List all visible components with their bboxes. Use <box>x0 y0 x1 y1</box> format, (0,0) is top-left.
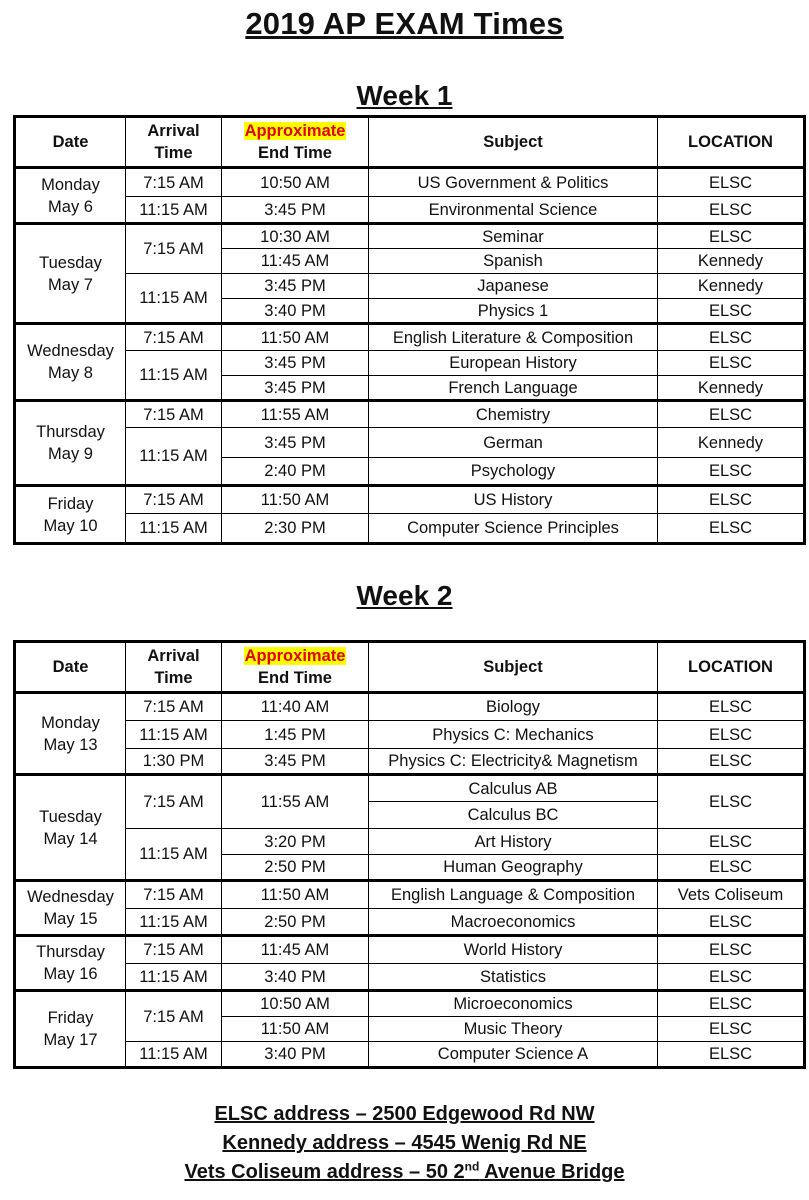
arrival-cell: 11:15 AM <box>126 829 222 881</box>
col-header-end-time: Approximate End Time <box>222 642 369 693</box>
arrival-cell: 11:15 AM <box>126 514 222 544</box>
table-row <box>15 749 805 775</box>
table-row <box>15 224 805 249</box>
day-group-thursday <box>15 936 805 991</box>
end-time-cell: 2:50 PM <box>222 855 369 881</box>
week-2-title: Week 2 <box>356 580 453 611</box>
location-cell: ELSC <box>658 721 805 749</box>
end-time-cell: 3:45 PM <box>222 197 369 224</box>
subject-cell: Psychology <box>369 458 658 486</box>
table-row <box>15 881 805 909</box>
subject-cell: Calculus AB <box>369 775 658 802</box>
arrival-cell: 7:15 AM <box>126 401 222 428</box>
table-header-row <box>15 117 805 168</box>
location-cell: ELSC <box>658 855 805 881</box>
day-group-tuesday <box>15 775 805 881</box>
arrival-cell: 7:15 AM <box>126 775 222 829</box>
table-row <box>15 197 805 224</box>
week-2-table <box>13 640 806 1069</box>
location-cell: Kennedy <box>658 249 805 274</box>
arrival-cell: 11:15 AM <box>126 197 222 224</box>
arrival-cell: 7:15 AM <box>126 324 222 351</box>
location-cell: ELSC <box>658 936 805 964</box>
day-group-monday <box>15 693 805 775</box>
col-header-subject: Subject <box>369 642 658 693</box>
day-group-wednesday <box>15 881 805 936</box>
arrival-cell: 7:15 AM <box>126 693 222 721</box>
location-cell: ELSC <box>658 829 805 855</box>
table-row <box>15 168 805 197</box>
table-row <box>15 829 805 855</box>
table-row <box>15 1042 805 1068</box>
subject-cell: Environmental Science <box>369 197 658 224</box>
arrival-cell: 7:15 AM <box>126 936 222 964</box>
end-time-cell: 2:40 PM <box>222 458 369 486</box>
subject-cell: English Literature & Composition <box>369 324 658 351</box>
location-cell: ELSC <box>658 168 805 197</box>
end-time-cell: 3:45 PM <box>222 351 369 376</box>
end-time-cell: 3:45 PM <box>222 376 369 401</box>
table-row <box>15 324 805 351</box>
location-cell: Kennedy <box>658 274 805 299</box>
location-cell: ELSC <box>658 514 805 544</box>
subject-cell: Physics C: Mechanics <box>369 721 658 749</box>
end-time-cell: 3:40 PM <box>222 299 369 324</box>
end-time-cell: 10:50 AM <box>222 168 369 197</box>
end-time-cell: 11:50 AM <box>222 486 369 514</box>
location-cell: ELSC <box>658 197 805 224</box>
end-time-cell: 3:45 PM <box>222 428 369 458</box>
arrival-cell: 7:15 AM <box>126 486 222 514</box>
subject-cell: Macroeconomics <box>369 909 658 936</box>
subject-cell: Chemistry <box>369 401 658 428</box>
end-time-cell: 11:45 AM <box>222 936 369 964</box>
location-cell: ELSC <box>658 775 805 829</box>
end-time-cell: 11:55 AM <box>222 401 369 428</box>
day-group-monday <box>15 168 805 224</box>
arrival-cell: 11:15 AM <box>126 721 222 749</box>
day-cell: Wednesday May 15 <box>15 881 126 936</box>
location-cell: Vets Coliseum <box>658 881 805 909</box>
location-cell: Kennedy <box>658 428 805 458</box>
end-time-cell: 11:45 AM <box>222 249 369 274</box>
col-header-arrival: Arrival Time <box>126 117 222 168</box>
week-1-table <box>13 115 806 545</box>
end-time-cell: 2:30 PM <box>222 514 369 544</box>
subject-cell: Microeconomics <box>369 991 658 1017</box>
subject-cell: Japanese <box>369 274 658 299</box>
day-cell: Tuesday May 14 <box>15 775 126 881</box>
page-title: 2019 AP EXAM Times <box>245 6 564 41</box>
arrival-cell: 7:15 AM <box>126 168 222 197</box>
end-time-cell: 11:50 AM <box>222 1017 369 1042</box>
col-header-subject: Subject <box>369 117 658 168</box>
subject-cell: Spanish <box>369 249 658 274</box>
table-row <box>15 721 805 749</box>
table-row <box>15 964 805 991</box>
col-header-arrival: Arrival Time <box>126 642 222 693</box>
table-row <box>15 428 805 458</box>
subject-cell: Calculus BC <box>369 802 658 829</box>
arrival-cell: 11:15 AM <box>126 964 222 991</box>
arrival-cell: 11:15 AM <box>126 909 222 936</box>
subject-cell: French Language <box>369 376 658 401</box>
col-header-location: LOCATION <box>658 642 805 693</box>
location-cell: ELSC <box>658 909 805 936</box>
arrival-cell: 11:15 AM <box>126 351 222 401</box>
arrival-cell: 11:15 AM <box>126 274 222 324</box>
table-row <box>15 351 805 376</box>
end-time-cell: 11:50 AM <box>222 881 369 909</box>
location-cell: ELSC <box>658 964 805 991</box>
day-cell: Monday May 6 <box>15 168 126 224</box>
table-row <box>15 274 805 299</box>
end-time-cell: 10:50 AM <box>222 991 369 1017</box>
col-header-end-time: Approximate End Time <box>222 117 369 168</box>
subject-cell: German <box>369 428 658 458</box>
day-group-friday <box>15 991 805 1068</box>
subject-cell: Biology <box>369 693 658 721</box>
day-cell: Thursday May 16 <box>15 936 126 991</box>
arrival-cell: 11:15 AM <box>126 1042 222 1068</box>
table-row <box>15 991 805 1017</box>
subject-cell: World History <box>369 936 658 964</box>
arrival-cell: 7:15 AM <box>126 224 222 274</box>
table-header-row <box>15 642 805 693</box>
table-row <box>15 936 805 964</box>
location-cell: ELSC <box>658 486 805 514</box>
subject-cell: Computer Science A <box>369 1042 658 1068</box>
location-cell: ELSC <box>658 458 805 486</box>
end-time-cell: 3:45 PM <box>222 274 369 299</box>
location-cell: ELSC <box>658 749 805 775</box>
subject-cell: US History <box>369 486 658 514</box>
col-header-location: LOCATION <box>658 117 805 168</box>
table-row <box>15 775 805 802</box>
end-time-cell: 3:40 PM <box>222 964 369 991</box>
kennedy-address: Kennedy address – 4545 Wenig Rd NE <box>222 1132 587 1154</box>
subject-cell: Seminar <box>369 224 658 249</box>
subject-cell: Physics C: Electricity& Magnetism <box>369 749 658 775</box>
day-cell: Friday May 17 <box>15 991 126 1068</box>
end-time-cell: 10:30 AM <box>222 224 369 249</box>
address-list <box>0 1100 809 1187</box>
subject-cell: European History <box>369 351 658 376</box>
day-group-tuesday <box>15 224 805 324</box>
subject-cell: Statistics <box>369 964 658 991</box>
location-cell: ELSC <box>658 693 805 721</box>
day-cell: Thursday May 9 <box>15 401 126 486</box>
subject-cell: English Language & Composition <box>369 881 658 909</box>
location-cell: ELSC <box>658 299 805 324</box>
end-time-cell: 1:45 PM <box>222 721 369 749</box>
day-cell: Monday May 13 <box>15 693 126 775</box>
location-cell: ELSC <box>658 1017 805 1042</box>
day-cell: Wednesday May 8 <box>15 324 126 401</box>
end-time-cell: 3:45 PM <box>222 749 369 775</box>
day-cell: Friday May 10 <box>15 486 126 544</box>
end-time-cell: 2:50 PM <box>222 909 369 936</box>
arrival-cell: 7:15 AM <box>126 881 222 909</box>
col-header-date: Date <box>15 642 126 693</box>
location-cell: ELSC <box>658 324 805 351</box>
location-cell: ELSC <box>658 1042 805 1068</box>
day-cell: Tuesday May 7 <box>15 224 126 324</box>
table-row <box>15 693 805 721</box>
day-group-thursday <box>15 401 805 486</box>
location-cell: ELSC <box>658 991 805 1017</box>
arrival-cell: 11:15 AM <box>126 428 222 486</box>
table-row <box>15 401 805 428</box>
col-header-date: Date <box>15 117 126 168</box>
table-row <box>15 514 805 544</box>
day-group-wednesday <box>15 324 805 401</box>
week-1-title: Week 1 <box>356 80 453 111</box>
subject-cell: Computer Science Principles <box>369 514 658 544</box>
end-time-cell: 3:20 PM <box>222 829 369 855</box>
location-cell: Kennedy <box>658 376 805 401</box>
approximate-highlight: Approximate <box>244 122 346 140</box>
approximate-highlight: Approximate <box>244 647 346 665</box>
subject-cell: Physics 1 <box>369 299 658 324</box>
location-cell: ELSC <box>658 401 805 428</box>
elsc-address: ELSC address – 2500 Edgewood Rd NW <box>214 1103 595 1125</box>
end-time-cell: 11:55 AM <box>222 775 369 829</box>
subject-cell: US Government & Politics <box>369 168 658 197</box>
table-row <box>15 486 805 514</box>
subject-cell: Art History <box>369 829 658 855</box>
end-time-cell: 11:40 AM <box>222 693 369 721</box>
table-row <box>15 909 805 936</box>
day-group-friday <box>15 486 805 544</box>
location-cell: ELSC <box>658 351 805 376</box>
arrival-cell: 7:15 AM <box>126 991 222 1042</box>
subject-cell: Human Geography <box>369 855 658 881</box>
end-time-cell: 3:40 PM <box>222 1042 369 1068</box>
location-cell: ELSC <box>658 224 805 249</box>
arrival-cell: 1:30 PM <box>126 749 222 775</box>
end-time-cell: 11:50 AM <box>222 324 369 351</box>
subject-cell: Music Theory <box>369 1017 658 1042</box>
vets-coliseum-address: Vets Coliseum address – 50 2nd Avenue Bridge <box>184 1159 625 1183</box>
